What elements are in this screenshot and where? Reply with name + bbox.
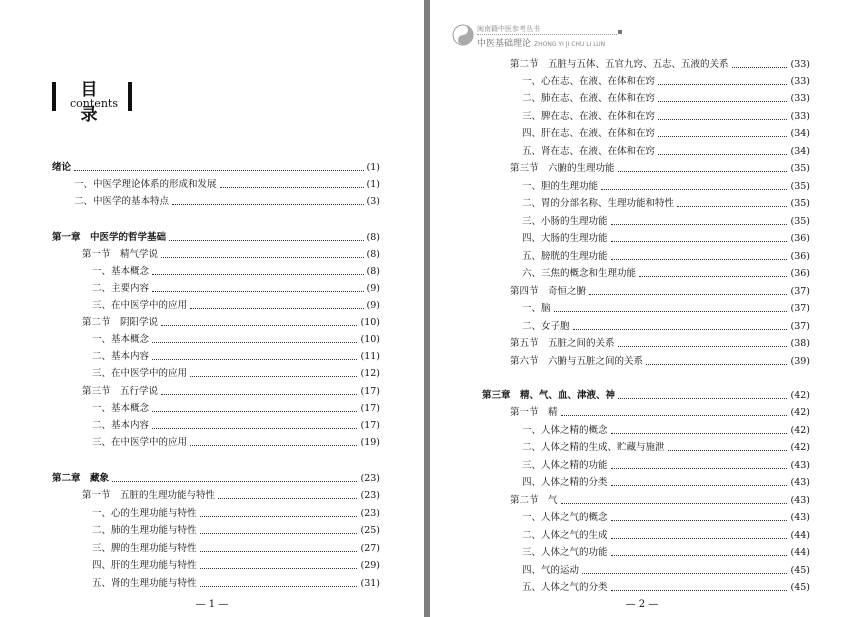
toc-entry-label: 第五节 五脏之间的关系 [510, 338, 615, 349]
toc-entry [92, 522, 380, 539]
toc-entry [52, 159, 380, 176]
toc-entry [92, 575, 380, 592]
toc-entry-page: (1) [366, 179, 380, 190]
toc-entry-label: 四、大肠的生理功能 [522, 233, 608, 244]
toc-entry [74, 193, 380, 210]
toc-entry-label: 四、人体之精的分类 [522, 477, 608, 488]
toc-entry [92, 348, 380, 365]
toc-entry [92, 505, 380, 522]
toc-entry-page: (11) [360, 351, 380, 362]
heading-bar-right [128, 82, 132, 111]
toc-entry-page: (12) [360, 368, 380, 379]
toc-entry-page: (8) [366, 249, 380, 260]
toc-dot-leader [561, 415, 788, 416]
toc-entry-page: (36) [790, 251, 810, 262]
toc-entry-page: (39) [790, 356, 810, 367]
toc-page-2 [430, 0, 854, 617]
toc-entry-page: (35) [790, 216, 810, 227]
toc-entry-page: (31) [360, 578, 380, 589]
toc-dot-leader [601, 189, 787, 190]
toc-dot-leader [220, 187, 364, 188]
toc-entry [522, 265, 810, 282]
toc-dot-leader [161, 257, 364, 258]
toc-dot-leader [200, 516, 358, 517]
toc-entry [482, 387, 810, 404]
toc-entry-label: 六、三焦的概念和生理功能 [522, 268, 637, 279]
toc-entry-label: 二、人体之气的生成 [522, 530, 608, 541]
toc-entry-page: (23) [360, 508, 380, 519]
toc-dot-leader [218, 498, 357, 499]
toc-entry [522, 422, 810, 439]
toc-entry-page: (9) [366, 283, 380, 294]
header-mark [618, 30, 622, 34]
heading-bar-left [52, 82, 56, 111]
toc-entry-label: 一、脑 [522, 303, 551, 314]
toc-entry [522, 195, 810, 212]
toc-entry-page: (45) [790, 565, 810, 576]
toc-entry-label: 第一节 精气学说 [82, 249, 159, 260]
toc-dot-leader [561, 503, 788, 504]
toc-entry-page: (35) [790, 198, 810, 209]
toc-entry-page: (1) [366, 162, 380, 173]
toc-entry [510, 492, 810, 509]
toc-entry-page: (35) [790, 181, 810, 192]
toc-entry [510, 404, 810, 421]
toc-entry-label: 第二节 五脏与五体、五官九窍、五志、五液的关系 [510, 59, 729, 70]
toc-entry-page: (33) [790, 59, 810, 70]
toc-entry [92, 263, 380, 280]
toc-entry-page: (37) [790, 286, 810, 297]
toc-entry-page: (17) [360, 420, 380, 431]
toc-dot-leader [658, 119, 787, 120]
toc-entry-label: 三、在中医学中的应用 [92, 300, 188, 311]
toc-entry-label: 第六节 六腑与五脏之间的关系 [510, 356, 644, 367]
toc-entry [510, 56, 810, 73]
toc-entry [510, 160, 810, 177]
toc-dot-leader [611, 468, 788, 469]
toc-entry-label: 一、人体之精的概念 [522, 425, 608, 436]
toc-entry-label: 四、肝在志、在液、在体和在窍 [522, 128, 656, 139]
toc-entry [92, 331, 380, 348]
toc-entry [522, 562, 810, 579]
toc-entry-label: 一、基本概念 [92, 334, 150, 345]
toc-entry-page: (33) [790, 111, 810, 122]
toc-entry-page: (17) [360, 386, 380, 397]
toc-dot-leader [200, 586, 358, 587]
toc-entry-label: 第四节 奇恒之腑 [510, 286, 587, 297]
toc-entry-label: 一、基本概念 [92, 403, 150, 414]
toc-dot-leader [112, 481, 357, 482]
toc-dot-leader [589, 294, 787, 295]
toc-entry-page: (43) [790, 495, 810, 506]
toc-entry [92, 434, 380, 451]
toc-dot-leader [190, 445, 357, 446]
toc-entry-label: 一、心的生理功能与特性 [92, 508, 197, 519]
toc-entry [92, 297, 380, 314]
toc-entry [522, 300, 810, 317]
toc-dot-leader [611, 520, 788, 521]
toc-entry-page: (25) [360, 525, 380, 536]
toc-dot-leader [611, 224, 788, 225]
toc-entry-label: 一、胆的生理功能 [522, 181, 599, 192]
toc-entry [522, 90, 810, 107]
toc-entry-page: (43) [790, 460, 810, 471]
toc-entry [522, 125, 810, 142]
toc-dot-leader [152, 359, 357, 360]
toc-entry [52, 229, 380, 246]
toc-dot-leader [611, 259, 788, 260]
toc-entry-page: (42) [790, 407, 810, 418]
page-number: — 1 — [195, 599, 229, 610]
toc-entry-label: 二、基本内容 [92, 420, 150, 431]
toc-dot-leader [200, 568, 358, 569]
toc-entry-page: (35) [790, 163, 810, 174]
toc-entry-page: (19) [360, 437, 380, 448]
toc-dot-leader [611, 555, 788, 556]
toc-dot-leader [618, 171, 788, 172]
toc-entry-label: 一、心在志、在液、在体和在窍 [522, 76, 656, 87]
toc-dot-leader [611, 590, 788, 591]
book-title-pinyin: ZHONG YI JI CHU LI LUN [534, 41, 606, 48]
toc-entry-page: (44) [790, 547, 810, 558]
toc-entry [510, 335, 810, 352]
toc-dot-leader [611, 433, 788, 434]
toc-entry [92, 365, 380, 382]
toc-entry-label: 二、人体之精的生成、贮藏与施泄 [522, 442, 665, 453]
page-number: — 2 — [625, 599, 659, 610]
contents-title-en: contents [70, 97, 118, 110]
toc-entry [522, 213, 810, 230]
toc-dot-leader [152, 342, 357, 343]
toc-entry-label: 第二节 阴阳学说 [82, 317, 159, 328]
toc-page-1 [0, 0, 424, 617]
toc-dot-leader [190, 308, 364, 309]
toc-dot-leader [190, 376, 357, 377]
toc-entry [522, 509, 810, 526]
toc-entry-page: (42) [790, 442, 810, 453]
toc-entry [522, 457, 810, 474]
toc-entry [522, 439, 810, 456]
toc-entry-page: (17) [360, 403, 380, 414]
toc-entry-label: 第三节 六腑的生理功能 [510, 163, 615, 174]
toc-entry-label: 二、主要内容 [92, 283, 150, 294]
toc-entry-label: 三、人体之精的功能 [522, 460, 608, 471]
toc-dot-leader [200, 551, 358, 552]
toc-entry [92, 400, 380, 417]
toc-entry [92, 557, 380, 574]
toc-entry-label: 第一章 中医学的哲学基础 [52, 232, 167, 243]
running-header [452, 22, 632, 52]
toc-entry [82, 487, 380, 504]
toc-dot-leader [658, 84, 787, 85]
toc-entry-page: (27) [360, 543, 380, 554]
toc-entry-label: 三、在中医学中的应用 [92, 437, 188, 448]
toc-entry-label: 一、人体之气的概念 [522, 512, 608, 523]
toc-entry-label: 五、肾的生理功能与特性 [92, 578, 197, 589]
toc-entry [74, 176, 380, 193]
toc-entry [92, 280, 380, 297]
toc-entry-label: 三、在中医学中的应用 [92, 368, 188, 379]
contents-title-zh: 目 录 [80, 80, 108, 125]
toc-entry [522, 178, 810, 195]
toc-entry-label: 绪论 [52, 162, 72, 173]
toc-dot-leader [658, 101, 787, 102]
toc-entry-label: 第二章 藏象 [52, 473, 110, 484]
toc-entry [522, 108, 810, 125]
header-rule [477, 34, 617, 35]
toc-dot-leader [658, 154, 787, 155]
toc-dot-leader [668, 450, 788, 451]
toc-entry-page: (9) [366, 300, 380, 311]
toc-dot-leader [658, 136, 787, 137]
toc-entry-page: (23) [360, 473, 380, 484]
toc-entry-page: (42) [790, 425, 810, 436]
toc-entry [82, 246, 380, 263]
toc-entry-page: (34) [790, 146, 810, 157]
toc-dot-leader [152, 411, 357, 412]
toc-dot-leader [611, 241, 788, 242]
toc-entry-label: 第三章 精、气、血、津液、神 [482, 390, 616, 401]
toc-dot-leader [573, 329, 788, 330]
toc-entry-label: 二、胃的分部名称、生理功能和特性 [522, 198, 675, 209]
toc-entry-label: 二、女子胞 [522, 321, 570, 332]
toc-dot-leader [732, 67, 788, 68]
toc-entry-page: (36) [790, 268, 810, 279]
toc-dot-leader [611, 485, 788, 486]
toc-entry-page: (10) [360, 334, 380, 345]
toc-entry [522, 248, 810, 265]
toc-dot-leader [554, 311, 788, 312]
toc-dot-leader [152, 428, 357, 429]
toc-dot-leader [646, 364, 787, 365]
toc-entry-label: 三、小肠的生理功能 [522, 216, 608, 227]
toc-entry-label: 四、肝的生理功能与特性 [92, 560, 197, 571]
toc-entry-label: 第二节 气 [510, 495, 558, 506]
toc-entry-label: 二、基本内容 [92, 351, 150, 362]
toc-entry [522, 544, 810, 561]
toc-entry [82, 383, 380, 400]
toc-entry [522, 527, 810, 544]
toc-entry [522, 579, 810, 596]
toc-entry-label: 三、人体之气的功能 [522, 547, 608, 558]
yin-yang-logo-icon [452, 24, 474, 46]
toc-dot-leader [172, 204, 364, 205]
toc-dot-leader [152, 291, 364, 292]
toc-entry-label: 五、人体之气的分类 [522, 582, 608, 593]
toc-entry-label: 一、基本概念 [92, 266, 150, 277]
toc-entry-label: 三、脾的生理功能与特性 [92, 543, 197, 554]
toc-entry-page: (37) [790, 321, 810, 332]
toc-entry-page: (29) [360, 560, 380, 571]
toc-entry-page: (34) [790, 128, 810, 139]
toc-entry-label: 一、中医学理论体系的形成和发展 [74, 179, 217, 190]
toc-entry-page: (44) [790, 530, 810, 541]
toc-entry [522, 230, 810, 247]
toc-entry-label: 第一节 五脏的生理功能与特性 [82, 490, 216, 501]
toc-entry-page: (43) [790, 512, 810, 523]
toc-entry-page: (45) [790, 582, 810, 593]
toc-dot-leader [618, 398, 787, 399]
toc-entry-page: (33) [790, 93, 810, 104]
toc-entry-label: 五、肾在志、在液、在体和在窍 [522, 146, 656, 157]
toc-entry [510, 353, 810, 370]
toc-entry-label: 二、中医学的基本特点 [74, 196, 170, 207]
toc-entry-page: (43) [790, 477, 810, 488]
toc-dot-leader [169, 240, 364, 241]
toc-dot-leader [200, 533, 358, 534]
toc-entry-label: 五、膀胱的生理功能 [522, 251, 608, 262]
toc-entry [522, 318, 810, 335]
toc-dot-leader [152, 274, 364, 275]
toc-entry-page: (37) [790, 303, 810, 314]
toc-entry-label: 二、肺在志、在液、在体和在窍 [522, 93, 656, 104]
toc-entry-page: (36) [790, 233, 810, 244]
book-title-zh: 中医基础理论 [477, 39, 532, 49]
toc-entry-page: (3) [366, 196, 380, 207]
toc-dot-leader [161, 394, 357, 395]
toc-entry [522, 143, 810, 160]
toc-dot-leader [611, 538, 788, 539]
toc-entry-page: (10) [360, 317, 380, 328]
toc-entry-label: 第三节 五行学说 [82, 386, 159, 397]
toc-entry-page: (8) [366, 266, 380, 277]
toc-entry-label: 二、肺的生理功能与特性 [92, 525, 197, 536]
toc-dot-leader [74, 170, 364, 171]
toc-entry-page: (33) [790, 76, 810, 87]
toc-entry [82, 314, 380, 331]
toc-entry [52, 470, 380, 487]
toc-entry [522, 73, 810, 90]
toc-entry-label: 四、气的运动 [522, 565, 580, 576]
toc-entry-page: (8) [366, 232, 380, 243]
toc-entry-page: (38) [790, 338, 810, 349]
toc-dot-leader [161, 325, 357, 326]
toc-entry [92, 540, 380, 557]
toc-entry [92, 417, 380, 434]
toc-dot-leader [618, 346, 788, 347]
toc-entry-page: (42) [790, 390, 810, 401]
toc-entry-page: (23) [360, 490, 380, 501]
toc-dot-leader [677, 206, 787, 207]
toc-dot-leader [639, 276, 787, 277]
toc-entry-label: 第一节 精 [510, 407, 558, 418]
toc-entry [522, 474, 810, 491]
book-title [477, 36, 605, 49]
toc-dot-leader [582, 573, 787, 574]
toc-entry [510, 283, 810, 300]
series-title: 闽南籍中医参考丛书 [477, 25, 540, 33]
toc-entry-label: 三、脾在志、在液、在体和在窍 [522, 111, 656, 122]
